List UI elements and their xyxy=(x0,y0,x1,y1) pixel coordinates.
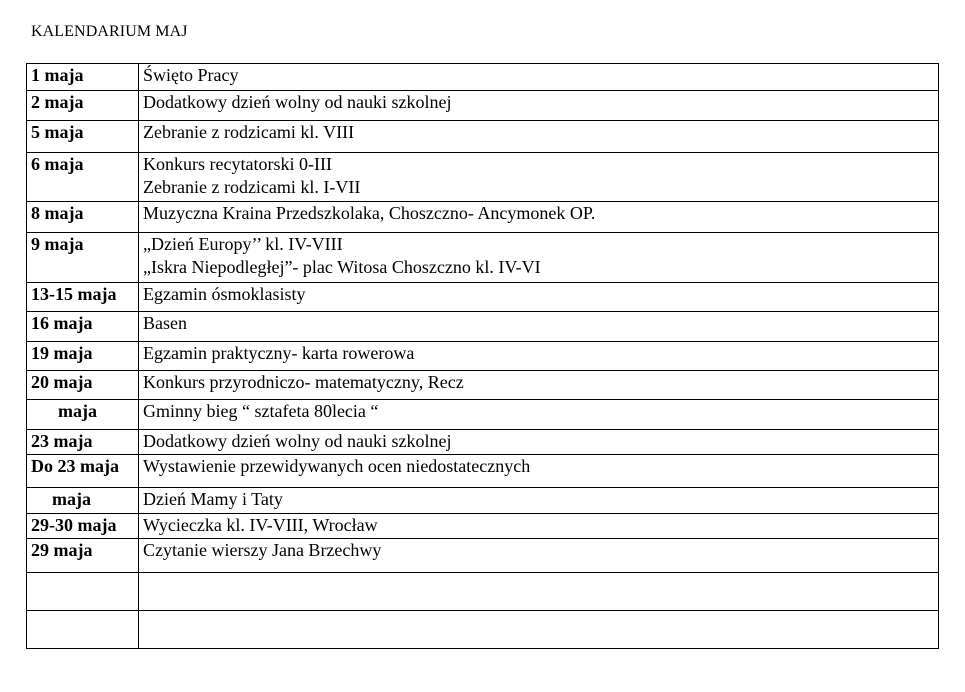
event-text: Zebranie z rodzicami kl. VIII xyxy=(143,122,355,142)
date-cell: 16 maja xyxy=(27,312,139,342)
event-text: Konkurs przyrodniczo- matematyczny, Recz xyxy=(143,372,464,392)
event-text: Dodatkowy dzień wolny od nauki szkolnej xyxy=(143,92,452,112)
date-cell: maja xyxy=(27,400,139,430)
event-text: Święto Pracy xyxy=(143,65,239,85)
table-row xyxy=(27,514,939,539)
date-cell: 20 maja xyxy=(27,371,139,400)
table-row xyxy=(27,312,939,342)
event-cell xyxy=(139,514,939,539)
date-cell: 19 maja xyxy=(27,342,139,371)
event-text: Zebranie z rodzicami kl. I-VII xyxy=(143,177,361,197)
event-text: Gminny bieg “ sztafeta 80lecia “ xyxy=(143,401,379,421)
event-text: Wystawienie przewidywanych ocen niedostatecznych xyxy=(143,456,531,476)
table-row xyxy=(27,283,939,312)
table-row xyxy=(27,153,939,202)
date-cell: 6 maja xyxy=(27,153,139,202)
event-text: Dodatkowy dzień wolny od nauki szkolnej xyxy=(143,431,452,451)
table-row xyxy=(27,430,939,455)
date-cell xyxy=(27,573,139,611)
table-row xyxy=(27,64,939,91)
date-cell: 9 maja xyxy=(27,233,139,283)
event-text: Czytanie wierszy Jana Brzechwy xyxy=(143,540,382,560)
table-row xyxy=(27,371,939,400)
event-text: „Iskra Niepodległej”- plac Witosa Choszczno kl. IV-VI xyxy=(143,257,541,277)
date-cell: 5 maja xyxy=(27,121,139,153)
event-cell xyxy=(139,233,939,283)
event-cell xyxy=(139,488,939,514)
event-text: Dzień Mamy i Taty xyxy=(143,489,283,509)
date-cell: 2 maja xyxy=(27,91,139,121)
table-row xyxy=(27,611,939,649)
event-cell xyxy=(139,91,939,121)
event-cell xyxy=(139,342,939,371)
calendar-table xyxy=(26,63,939,649)
event-cell xyxy=(139,430,939,455)
table-row xyxy=(27,202,939,233)
event-text: „Dzień Europy’’ kl. IV-VIII xyxy=(143,234,343,254)
table-row xyxy=(27,121,939,153)
date-cell: maja xyxy=(27,488,139,514)
event-cell xyxy=(139,283,939,312)
date-cell: 29 maja xyxy=(27,539,139,573)
event-text: Konkurs recytatorski 0-III xyxy=(143,154,332,174)
table-row xyxy=(27,400,939,430)
date-cell xyxy=(27,611,139,649)
event-cell xyxy=(139,121,939,153)
date-cell: 29-30 maja xyxy=(27,514,139,539)
table-row xyxy=(27,455,939,488)
date-cell: 23 maja xyxy=(27,430,139,455)
table-row xyxy=(27,539,939,573)
table-row xyxy=(27,91,939,121)
event-cell xyxy=(139,455,939,488)
event-text: Wycieczka kl. IV-VIII, Wrocław xyxy=(143,515,378,535)
table-row xyxy=(27,342,939,371)
table-row xyxy=(27,573,939,611)
event-cell xyxy=(139,312,939,342)
event-cell xyxy=(139,573,939,611)
event-cell xyxy=(139,539,939,573)
event-text: Egzamin ósmoklasisty xyxy=(143,284,306,304)
event-text: Muzyczna Kraina Przedszkolaka, Choszczno- Ancymonek OP. xyxy=(143,203,596,223)
event-cell xyxy=(139,400,939,430)
date-cell: 13-15 maja xyxy=(27,283,139,312)
table-row xyxy=(27,488,939,514)
event-cell xyxy=(139,202,939,233)
event-cell xyxy=(139,64,939,91)
date-cell: Do 23 maja xyxy=(27,455,139,488)
event-text: Basen xyxy=(143,313,187,333)
event-cell xyxy=(139,153,939,202)
date-cell: 1 maja xyxy=(27,64,139,91)
event-text: Egzamin praktyczny- karta rowerowa xyxy=(143,343,415,363)
date-cell: 8 maja xyxy=(27,202,139,233)
event-cell xyxy=(139,611,939,649)
table-row xyxy=(27,233,939,283)
document-title: KALENDARIUM MAJ xyxy=(31,23,188,40)
event-cell xyxy=(139,371,939,400)
